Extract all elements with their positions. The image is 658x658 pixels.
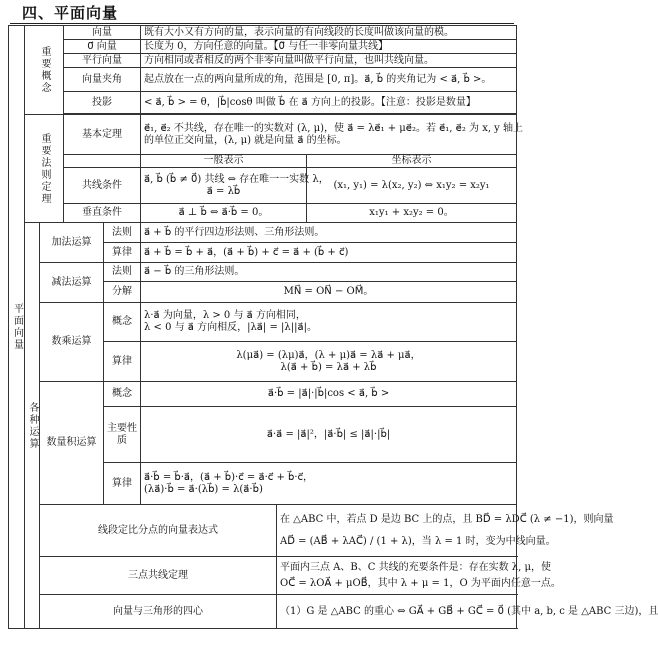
subtraction-rule-general: a⃗ − b⃗ 的三角形法则。	[141, 263, 517, 282]
basic-theorem-text	[141, 115, 524, 155]
dot-concept-general: a⃗·b⃗ = |a⃗|·|b⃗|cos < a⃗, b⃗ >	[141, 382, 517, 407]
concept-row	[9, 92, 517, 114]
triangle-center-label: 向量与三角形的四心	[40, 595, 277, 629]
perpendicular-general: a⃗ ⊥ b⃗ ⇔ a⃗·b⃗ = 0。	[141, 204, 307, 223]
scalar-law-label: 算律	[104, 342, 141, 382]
triangle-center-text: （1）G 是 △ABC 的重心 ⇔ GA⃗ + GB⃗ + GC⃗ = 0⃗ (其中 a, b, c 是 △ABC 三边)，且	[277, 595, 517, 629]
dot-law-general	[141, 463, 517, 505]
heading-divider	[10, 23, 514, 24]
scalar-concept-line: λ·a⃗ 为向量，λ > 0 与 a⃗ 方向相同，	[144, 310, 306, 321]
subtraction-decompose-label: 分解	[104, 282, 141, 303]
dot-law-line: (λa⃗)·b⃗ = a⃗·(λb⃗) = λ(a⃗·b⃗)	[144, 483, 263, 495]
collinear-general	[141, 168, 329, 204]
concept-term: 向量	[64, 26, 141, 40]
concept-row	[9, 68, 517, 92]
concept-definition: < a⃗, b⃗ > = θ，|b⃗|cosθ 叫做 b⃗ 在 a⃗ 方向上的投影。【注意：投影是数量】	[141, 92, 517, 114]
section-formula-line: AD⃗ = (AB⃗ + λAC⃗) / (1 + λ)，当 λ = 1 时，变为中线向量。	[280, 535, 556, 547]
section-operations-label: 各种运算	[25, 223, 40, 629]
scalar-concept-label: 概念	[104, 303, 141, 342]
dot-property-label: 主要性质	[104, 407, 141, 463]
section-formula-text	[277, 505, 614, 557]
subtraction-group-label: 减法运算	[40, 263, 104, 303]
section-formula-line: 在 △ABC 中，若点 D 是边 BC 上的点，且 BD⃗ = λDC⃗ (λ ≠ −1)，则向量	[280, 513, 614, 525]
concept-row	[9, 40, 517, 54]
addition-law-general: a⃗ + b⃗ = b⃗ + a⃗，(a⃗ + b⃗) + c⃗ = a⃗ + (b⃗ + c⃗)	[141, 243, 517, 263]
section-rules-label: 重要法则定理	[25, 115, 64, 223]
concept-definition: 长度为 0，方向任意的向量。【0⃗ 与任一非零向量共线】	[141, 40, 517, 54]
scalar-concept-general	[141, 303, 517, 342]
scalar-concept-line: λ < 0 与 a⃗ 方向相反，|λa⃗| = |λ||a⃗|。	[144, 322, 317, 333]
dot-concept-row	[9, 382, 517, 407]
concept-definition: 起点放在一点的两向量所成的角，范围是 [0, π]。a⃗, b⃗ 的夹角记为 < a⃗, b⃗ >。	[141, 68, 517, 92]
triangle-center-row	[9, 595, 517, 629]
basic-theorem-line: e⃗₁, e⃗₂ 不共线，存在唯一的实数对 (λ, μ)，使 a⃗ = λe⃗₁ + μe⃗₂。若 e⃗₁, e⃗₂ 为 x, y 轴上	[144, 122, 524, 134]
section-formula-label: 线段定比分点的向量表达式	[40, 505, 277, 557]
dot-concept-label: 概念	[104, 382, 141, 407]
concept-term: 投影	[64, 92, 141, 114]
main-category-label: 平面向量	[9, 26, 25, 629]
three-points-line: OC⃗ = λOA⃗ + μOB⃗，其中 λ + μ = 1，O 为平面内任意一点。	[280, 577, 561, 589]
perpendicular-row	[9, 204, 517, 223]
collinear-label: 共线条件	[64, 168, 141, 204]
general-header: 一般表示	[141, 155, 307, 168]
three-points-text	[277, 557, 561, 595]
concept-row	[9, 54, 517, 68]
scalar-law-general	[141, 342, 517, 382]
dot-property-general: a⃗·a⃗ = |a⃗|²，|a⃗·b⃗| ≤ |a⃗|·|b⃗|	[141, 407, 517, 463]
three-points-line: 平面内三点 A、B、C 共线的充要条件是：存在实数 λ, μ，使	[280, 561, 551, 573]
three-points-row	[9, 557, 517, 595]
dot-law-label: 算律	[104, 463, 141, 505]
addition-rule-row	[9, 223, 517, 243]
scalar-group-label: 数乘运算	[40, 303, 104, 382]
concept-term: 向量夹角	[64, 68, 141, 92]
collinear-general-line: a⃗, b⃗ (b⃗ ≠ 0⃗) 共线 ⇔ 存在唯一一实数 λ，	[144, 173, 329, 185]
coordinate-header: 坐标表示	[307, 155, 517, 168]
addition-group-label: 加法运算	[40, 223, 104, 263]
concept-definition: 方向相同或者相反的两个非零向量叫做平行向量，也叫共线向量。	[141, 54, 517, 68]
basic-theorem-label: 基本定理	[64, 115, 141, 155]
collinear-general-line: a⃗ = λb⃗	[206, 185, 241, 197]
addition-rule-general: a⃗ + b⃗ 的平行四边形法则、三角形法则。	[141, 223, 517, 243]
basic-theorem-line: 的单位正交向量，(λ, μ) 就是向量 a⃗ 的坐标。	[144, 134, 347, 146]
header-blank	[64, 155, 141, 168]
concept-definition: 既有大小又有方向的量，表示向量的有向线段的长度叫做该向量的模。	[141, 26, 517, 40]
collinear-row	[9, 168, 517, 204]
basic-theorem-row	[9, 115, 517, 155]
concept-term: 平行向量	[64, 54, 141, 68]
dot-group-label: 数量积运算	[40, 382, 104, 505]
page-title: 四、平面向量	[22, 4, 119, 22]
concept-term: 0⃗ 向量	[64, 40, 141, 54]
vector-summary-table	[8, 25, 658, 629]
subtraction-rule-row	[9, 263, 517, 282]
section-formula-row	[9, 505, 517, 557]
scalar-law-line: λ(μa⃗) = (λμ)a⃗，(λ + μ)a⃗ = λa⃗ + μa⃗，	[236, 349, 421, 361]
collinear-coord: (x₁, y₁) = λ(x₂, y₂) ⇔ x₁y₂ = x₂y₁	[307, 168, 517, 204]
perpendicular-coord: x₁y₁ + x₂y₂ = 0。	[307, 204, 517, 223]
concept-row	[9, 26, 517, 40]
section-concepts-label: 重要概念	[25, 26, 64, 115]
dot-law-line: a⃗·b⃗ = b⃗·a⃗，(a⃗ + b⃗)·c⃗ = a⃗·c⃗ + b⃗·c⃗，	[144, 471, 314, 483]
column-header-row	[9, 155, 517, 168]
scalar-concept-row	[9, 303, 517, 342]
subtraction-rule-label: 法则	[104, 263, 141, 282]
three-points-label: 三点共线定理	[40, 557, 277, 595]
perpendicular-label: 垂直条件	[64, 204, 141, 223]
addition-rule-label: 法则	[104, 223, 141, 243]
addition-law-label: 算律	[104, 243, 141, 263]
scalar-law-line: λ(a⃗ + b⃗) = λa⃗ + λb⃗	[280, 361, 377, 373]
subtraction-decompose-general: MN⃗ = ON⃗ − OM⃗。	[141, 282, 517, 303]
